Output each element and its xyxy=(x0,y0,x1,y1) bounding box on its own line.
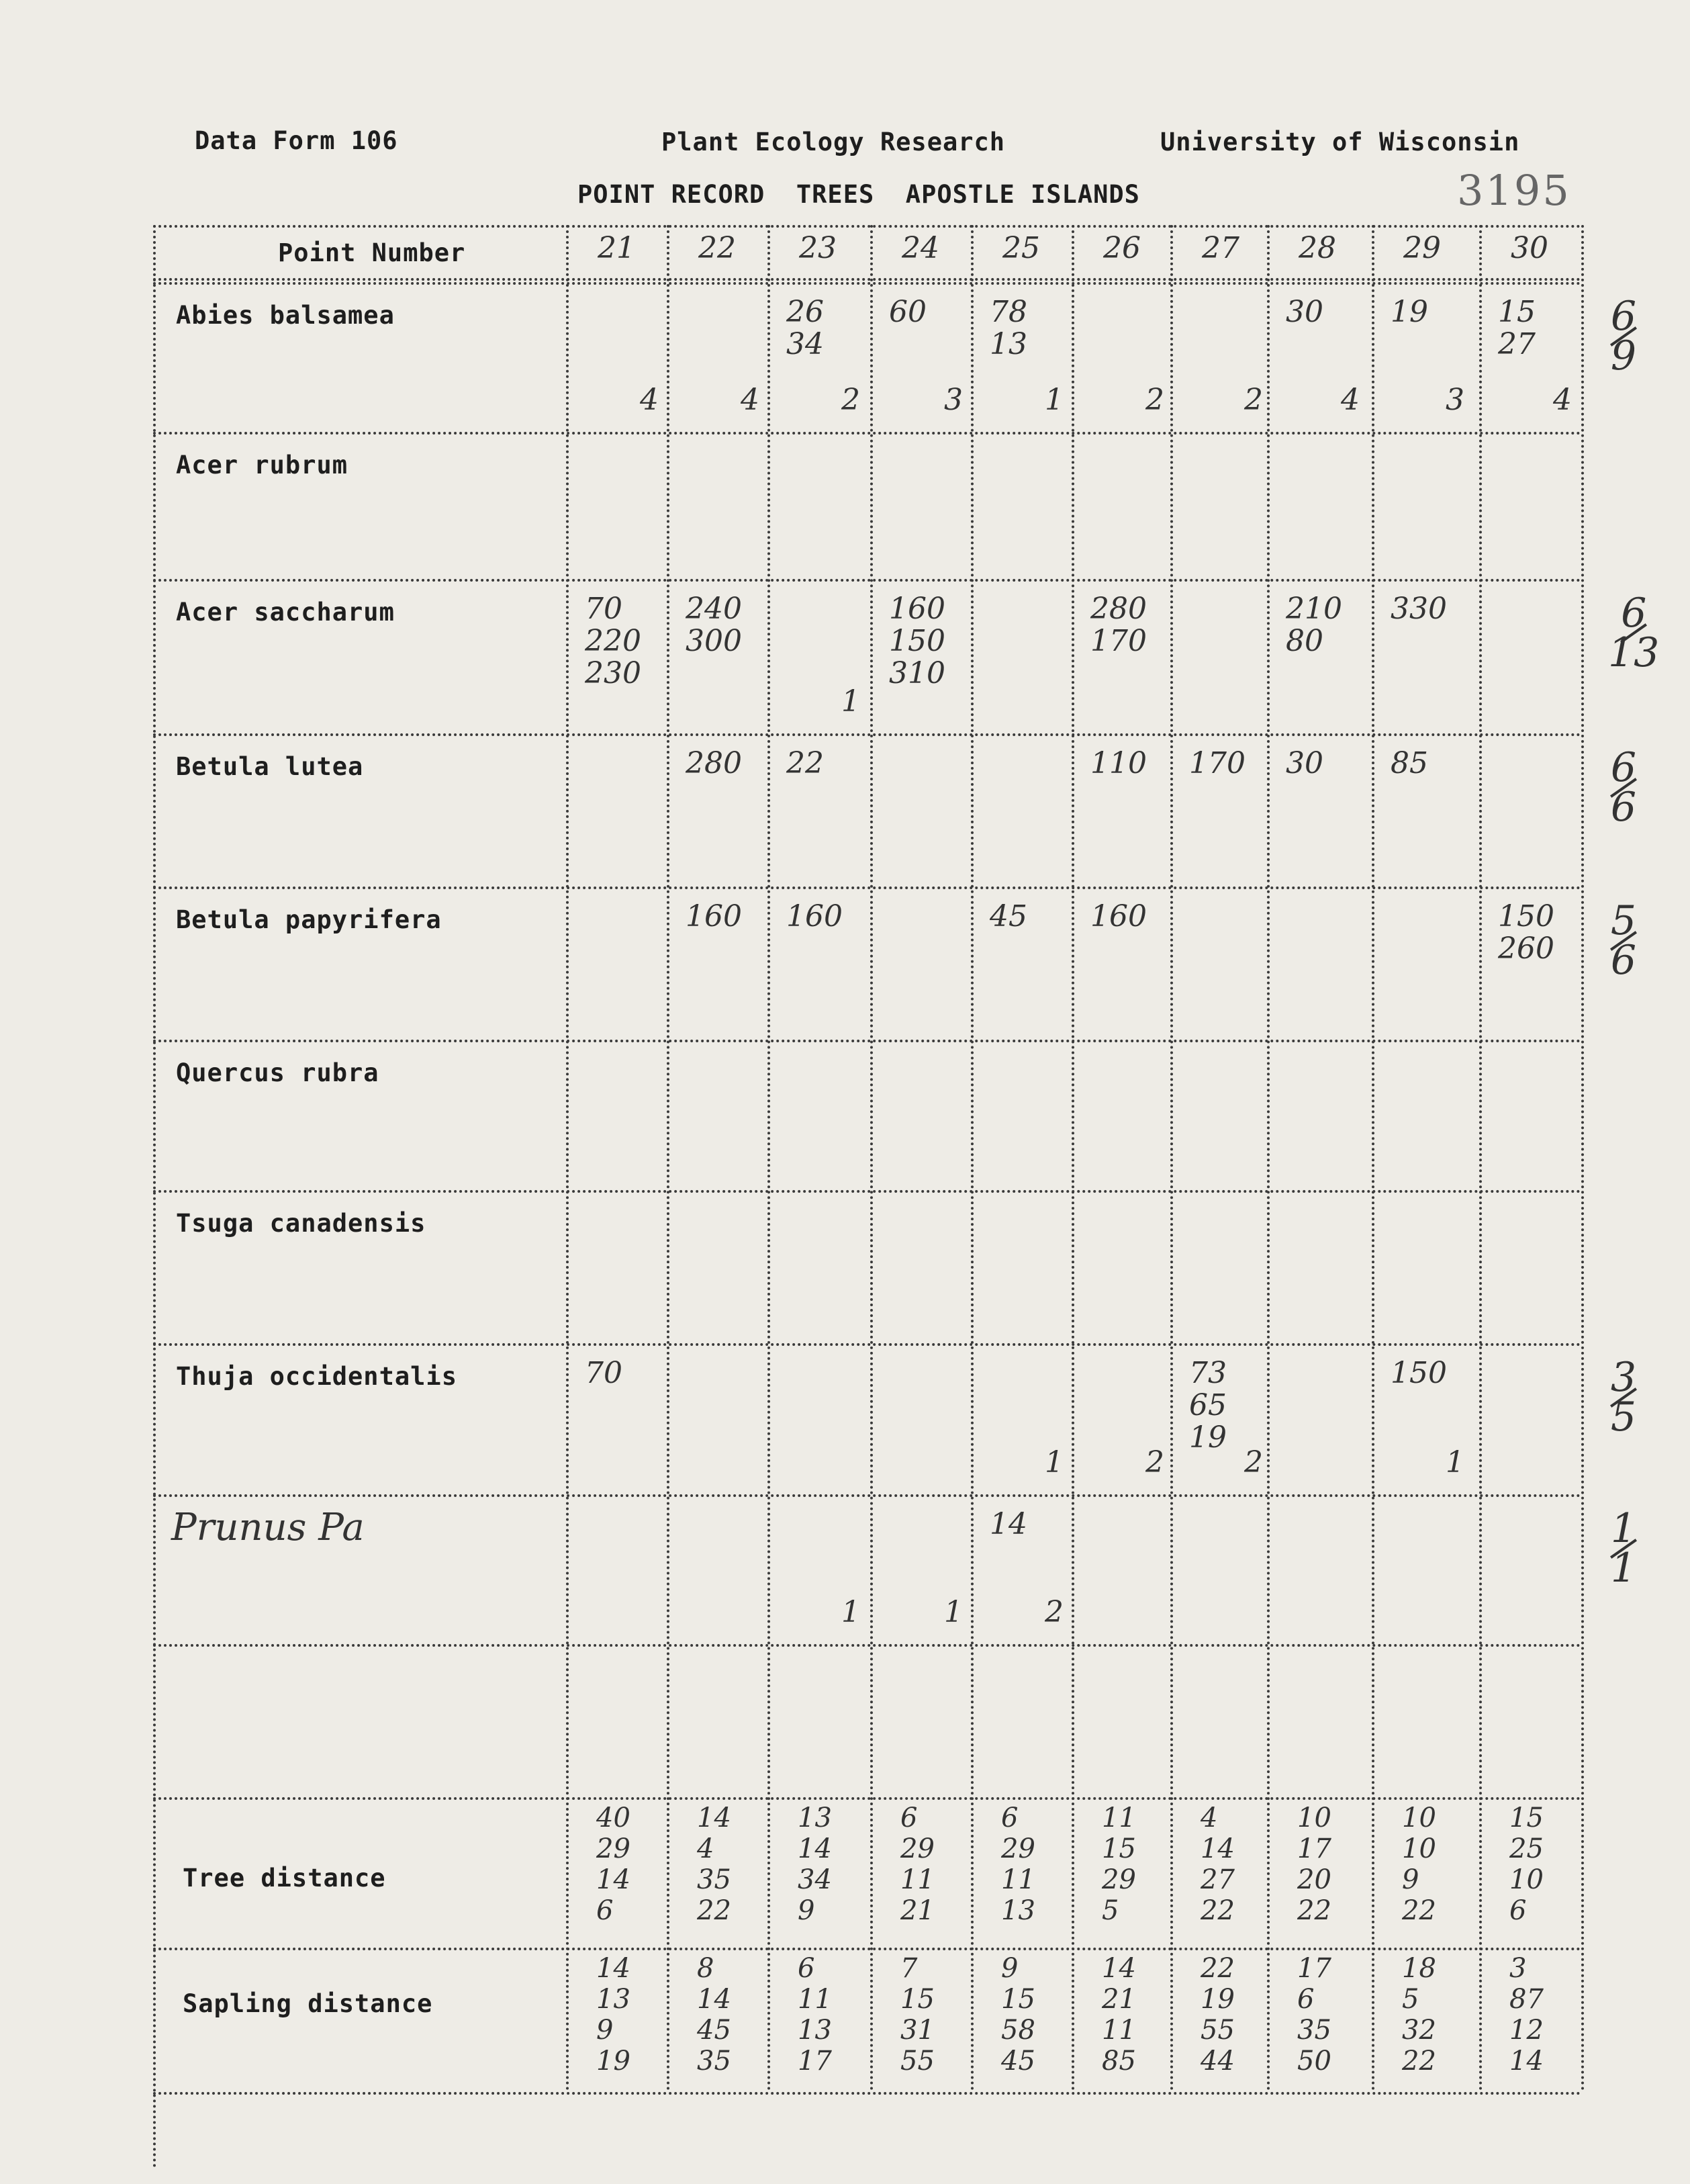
distance-value: 55 xyxy=(900,2046,935,2077)
point-number-22: 22 xyxy=(698,231,736,265)
distance-value: 9 xyxy=(798,1895,815,1926)
tally-numerator: 3 xyxy=(1610,1354,1637,1401)
distance-value: 34 xyxy=(798,1864,832,1895)
column-divider xyxy=(566,225,569,2092)
row-divider xyxy=(153,1343,1581,1346)
distance-value: 45 xyxy=(1001,2046,1035,2077)
point-number-23: 23 xyxy=(799,231,837,265)
distance-value: 45 xyxy=(697,2015,731,2046)
form-title: POINT RECORD TREES APOSTLE ISLANDS xyxy=(577,180,1140,209)
cell-count: 1 xyxy=(1045,383,1064,417)
distance-value: 18 xyxy=(1402,1953,1436,1984)
distance-value: 22 xyxy=(1402,2046,1436,2077)
cell-value: 70 xyxy=(585,1356,622,1390)
distance-value: 11 xyxy=(1102,1803,1136,1833)
point-number-29: 29 xyxy=(1403,231,1441,265)
distance-value: 15 xyxy=(1509,1803,1544,1833)
distance-value: 14 xyxy=(596,1864,630,1895)
distance-value: 3 xyxy=(1509,1953,1527,1984)
cell-value: 160 xyxy=(686,899,742,934)
cell-value: 170 xyxy=(1189,746,1246,780)
cell-value: 110 xyxy=(1090,746,1147,780)
distance-value: 5 xyxy=(1102,1895,1119,1926)
row-divider xyxy=(153,1040,1581,1042)
distance-value: 6 xyxy=(1001,1803,1019,1833)
cell-value: 280 xyxy=(1090,592,1147,626)
cell-value: 160 xyxy=(786,899,843,934)
distance-value: 29 xyxy=(1001,1833,1035,1864)
distance-value: 13 xyxy=(798,2015,832,2046)
distance-value: 14 xyxy=(697,1803,731,1833)
distance-value: 22 xyxy=(1201,1953,1235,1984)
header-rule xyxy=(153,278,1581,281)
cell-value: 280 xyxy=(686,746,742,780)
distance-value: 35 xyxy=(1297,2015,1331,2046)
column-divider xyxy=(1479,225,1482,2092)
cell-count: 4 xyxy=(1553,383,1572,417)
cell-count: 2 xyxy=(1244,1445,1263,1480)
distance-value: 15 xyxy=(1001,1984,1035,2015)
column-divider xyxy=(1372,225,1374,2092)
species-label: Thuja occidentalis xyxy=(176,1362,457,1391)
distance-value: 12 xyxy=(1509,2015,1544,2046)
distance-value: 9 xyxy=(1001,1953,1019,1984)
distance-value: 35 xyxy=(697,2046,731,2077)
distance-value: 50 xyxy=(1297,2046,1331,2077)
department: Plant Ecology Research xyxy=(661,128,1006,156)
cell-value: 80 xyxy=(1286,624,1323,658)
cell-value: 30 xyxy=(1286,746,1323,780)
species-label: Betula papyrifera xyxy=(176,905,442,934)
distance-value: 10 xyxy=(1509,1864,1544,1895)
distance-value: 9 xyxy=(596,2015,614,2046)
distance-value: 14 xyxy=(1102,1953,1136,1984)
table-top-rule xyxy=(153,225,1581,228)
form-number: Data Form 106 xyxy=(195,126,398,155)
margin-tally xyxy=(1608,744,1639,831)
cell-count: 2 xyxy=(1145,1445,1164,1480)
cell-count: 4 xyxy=(1341,383,1360,417)
row-divider xyxy=(153,733,1581,736)
row-divider xyxy=(153,1494,1581,1497)
distance-value: 32 xyxy=(1402,2015,1436,2046)
cell-value: 160 xyxy=(889,592,945,626)
point-number-25: 25 xyxy=(1002,231,1040,265)
distance-value: 44 xyxy=(1201,2046,1235,2077)
distance-value: 29 xyxy=(900,1833,935,1864)
distance-value: 4 xyxy=(697,1833,714,1864)
row-divider xyxy=(153,1948,1581,1950)
distance-value: 6 xyxy=(900,1803,918,1833)
distance-value: 17 xyxy=(1297,1953,1331,1984)
distance-value: 6 xyxy=(596,1895,614,1926)
cell-value: 13 xyxy=(990,327,1027,361)
cell-value: 210 xyxy=(1286,592,1342,626)
distance-value: 19 xyxy=(1201,1984,1235,2015)
tally-denominator: 9 xyxy=(1610,332,1637,379)
cell-count: 1 xyxy=(841,1595,860,1629)
distance-value: 85 xyxy=(1102,2046,1136,2077)
distance-value: 21 xyxy=(1102,1984,1136,2015)
cell-value: 150 xyxy=(889,624,945,658)
species-label: Betula lutea xyxy=(176,752,364,781)
row-divider xyxy=(153,579,1581,582)
distance-value: 13 xyxy=(596,1984,630,2015)
cell-value: 78 xyxy=(990,295,1027,329)
cell-count: 2 xyxy=(1045,1595,1064,1629)
cell-value: 230 xyxy=(585,656,641,690)
distance-value: 8 xyxy=(697,1953,714,1984)
species-label-handwritten: Prunus Pa xyxy=(171,1506,365,1549)
distance-value: 4 xyxy=(1201,1803,1218,1833)
margin-tally xyxy=(1608,295,1639,377)
university: University of Wisconsin xyxy=(1160,128,1520,156)
distance-value: 13 xyxy=(1001,1895,1035,1926)
row-divider xyxy=(153,1644,1581,1647)
distance-value: 5 xyxy=(1402,1984,1419,2015)
tally-numerator: 6 xyxy=(1621,590,1647,637)
species-label: Tsuga canadensis xyxy=(176,1209,426,1238)
cell-count: 4 xyxy=(640,383,659,417)
cell-count: 2 xyxy=(1145,383,1164,417)
cell-count: 2 xyxy=(841,383,860,417)
distance-value: 6 xyxy=(1297,1984,1315,2015)
tally-numerator: 6 xyxy=(1610,744,1637,791)
point-number-label: Point Number xyxy=(278,238,466,267)
cell-value: 22 xyxy=(786,746,824,780)
cell-value: 14 xyxy=(990,1507,1027,1541)
column-divider xyxy=(667,225,669,2092)
cell-value: 150 xyxy=(1391,1356,1447,1390)
point-number-30: 30 xyxy=(1511,231,1548,265)
cell-value: 15 xyxy=(1498,295,1536,329)
cell-value: 60 xyxy=(889,295,927,329)
distance-value: 22 xyxy=(1201,1895,1235,1926)
cell-value: 260 xyxy=(1498,931,1554,966)
distance-value: 11 xyxy=(1102,2015,1136,2046)
cell-value: 70 xyxy=(585,592,622,626)
cell-count: 4 xyxy=(741,383,759,417)
tally-denominator: 6 xyxy=(1610,784,1637,831)
tally-numerator: 1 xyxy=(1610,1505,1637,1552)
cell-value: 330 xyxy=(1391,592,1447,626)
point-number-27: 27 xyxy=(1202,231,1239,265)
species-label: Quercus rubra xyxy=(176,1058,379,1087)
distance-value: 58 xyxy=(1001,2015,1035,2046)
distance-value: 87 xyxy=(1509,1984,1544,2015)
distance-value: 15 xyxy=(900,1984,935,2015)
distance-value: 55 xyxy=(1201,2015,1235,2046)
distance-value: 11 xyxy=(1001,1864,1035,1895)
cell-value: 170 xyxy=(1090,624,1147,658)
distance-value: 10 xyxy=(1402,1833,1436,1864)
column-divider xyxy=(870,225,873,2092)
distance-value: 35 xyxy=(697,1864,731,1895)
cell-value: 26 xyxy=(786,295,824,329)
distance-value: 22 xyxy=(1402,1895,1436,1926)
cell-value: 85 xyxy=(1391,746,1428,780)
tally-denominator: 6 xyxy=(1610,937,1637,984)
distance-value: 21 xyxy=(900,1895,935,1926)
table-right-edge xyxy=(1581,225,1584,2092)
row-divider xyxy=(153,886,1581,889)
tally-denominator: 13 xyxy=(1608,629,1660,676)
margin-tally xyxy=(1608,897,1639,984)
cell-value: 220 xyxy=(585,624,641,658)
distance-value: 6 xyxy=(798,1953,815,1984)
cell-value: 45 xyxy=(990,899,1027,934)
distance-value: 40 xyxy=(596,1803,630,1833)
cell-value: 300 xyxy=(686,624,742,658)
cell-value: 27 xyxy=(1498,327,1536,361)
column-divider xyxy=(1072,225,1074,2092)
point-number-26: 26 xyxy=(1103,231,1141,265)
distance-value: 15 xyxy=(1102,1833,1136,1864)
cell-value: 65 xyxy=(1189,1388,1227,1422)
tree-distance-label: Tree distance xyxy=(183,1864,386,1893)
distance-value: 11 xyxy=(798,1984,832,2015)
table-left-edge xyxy=(153,225,156,2169)
sheet-id-handwritten: 3195 xyxy=(1457,166,1571,215)
distance-value: 29 xyxy=(596,1833,630,1864)
tally-denominator: 1 xyxy=(1610,1545,1637,1592)
cell-value: 160 xyxy=(1090,899,1147,934)
distance-value: 6 xyxy=(1509,1895,1527,1926)
column-divider xyxy=(767,225,770,2092)
distance-value: 31 xyxy=(900,2015,935,2046)
margin-tally xyxy=(1608,592,1659,674)
distance-value: 7 xyxy=(900,1953,918,1984)
distance-value: 22 xyxy=(1297,1895,1331,1926)
cell-value: 30 xyxy=(1286,295,1323,329)
header-rule-double xyxy=(153,282,1581,285)
cell-value: 19 xyxy=(1391,295,1428,329)
cell-value: 150 xyxy=(1498,899,1554,934)
cell-value: 310 xyxy=(889,656,945,690)
table-bottom-rule xyxy=(153,2092,1581,2095)
distance-value: 13 xyxy=(798,1803,832,1833)
distance-value: 25 xyxy=(1509,1833,1544,1864)
point-number-28: 28 xyxy=(1299,231,1336,265)
column-divider xyxy=(971,225,974,2092)
distance-value: 17 xyxy=(1297,1833,1331,1864)
cell-count: 3 xyxy=(1446,383,1464,417)
species-label: Abies balsamea xyxy=(176,301,395,330)
column-divider xyxy=(1267,225,1270,2092)
cell-count: 2 xyxy=(1244,383,1263,417)
cell-count: 1 xyxy=(944,1595,963,1629)
cell-value: 34 xyxy=(786,327,824,361)
row-divider xyxy=(153,1797,1581,1800)
row-divider xyxy=(153,1190,1581,1193)
cell-value: 240 xyxy=(686,592,742,626)
distance-value: 11 xyxy=(900,1864,935,1895)
column-divider xyxy=(1170,225,1173,2092)
tally-numerator: 5 xyxy=(1610,897,1637,944)
distance-value: 17 xyxy=(798,2046,832,2077)
cell-value: 73 xyxy=(1189,1356,1227,1390)
distance-value: 19 xyxy=(596,2046,630,2077)
species-label: Acer saccharum xyxy=(176,598,395,627)
distance-value: 14 xyxy=(798,1833,832,1864)
point-number-21: 21 xyxy=(598,231,635,265)
point-number-24: 24 xyxy=(902,231,939,265)
tally-denominator: 5 xyxy=(1610,1394,1637,1441)
margin-tally xyxy=(1608,1505,1639,1592)
cell-count: 1 xyxy=(1446,1445,1464,1480)
row-divider xyxy=(153,432,1581,435)
distance-value: 10 xyxy=(1402,1803,1436,1833)
distance-value: 14 xyxy=(596,1953,630,1984)
distance-value: 27 xyxy=(1201,1864,1235,1895)
distance-value: 14 xyxy=(1201,1833,1235,1864)
species-label: Acer rubrum xyxy=(176,451,348,480)
cell-count: 1 xyxy=(841,684,860,719)
distance-value: 22 xyxy=(697,1895,731,1926)
sapling-distance-label: Sapling distance xyxy=(183,1989,433,2018)
cell-count: 3 xyxy=(944,383,963,417)
distance-value: 9 xyxy=(1402,1864,1419,1895)
margin-tally xyxy=(1608,1354,1639,1441)
cell-value: 19 xyxy=(1189,1420,1227,1455)
tally-numerator: 6 xyxy=(1610,293,1637,340)
cell-count: 1 xyxy=(1045,1445,1064,1480)
distance-value: 14 xyxy=(697,1984,731,2015)
distance-value: 29 xyxy=(1102,1864,1136,1895)
distance-value: 10 xyxy=(1297,1803,1331,1833)
distance-value: 20 xyxy=(1297,1864,1331,1895)
distance-value: 14 xyxy=(1509,2046,1544,2077)
